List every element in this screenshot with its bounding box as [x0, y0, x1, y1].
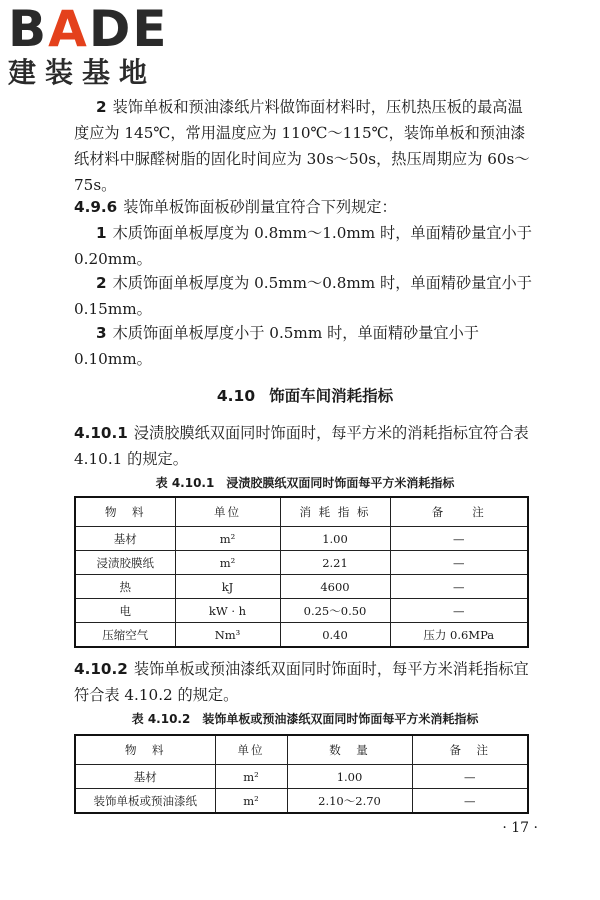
clause-4-10-1: [74, 420, 536, 472]
table-row: [75, 527, 528, 551]
table-row: [75, 765, 528, 789]
table-caption: 表 4.10.2 装饰单板或预油漆纸双面同时饰面每平方米消耗指标: [131, 712, 479, 726]
table-cell: 装饰单板或预油漆纸: [75, 789, 215, 814]
table-cell: Nm³: [175, 623, 280, 648]
table-row: [75, 623, 528, 648]
item-text: 木质饰面单板厚度为 0.8mm～1.0mm 时，单面精砂量宜小于 0.20mm。: [74, 224, 532, 268]
table-cell: 1.00: [280, 527, 390, 551]
item-text: 木质饰面单板厚度小于 0.5mm 时，单面精砂量宜小于 0.10mm。: [74, 324, 479, 368]
table-cell: 1.00: [287, 765, 412, 789]
table-row: [75, 789, 528, 814]
table-cell: 0.40: [280, 623, 390, 648]
column-header: 备 注: [412, 735, 528, 765]
table-cell: kW · h: [175, 599, 280, 623]
page-number: · 17 ·: [502, 820, 538, 836]
table-cell: m²: [175, 551, 280, 575]
table-cell: 浸渍胶膜纸: [75, 551, 175, 575]
table-cell: —: [412, 765, 528, 789]
clause-number: 4.9.6: [74, 198, 118, 216]
column-header: 单位: [175, 497, 280, 527]
table-cell: 2.10～2.70: [287, 789, 412, 814]
table-row: [75, 575, 528, 599]
clause-4-10-2: [74, 656, 536, 708]
clause-text: 装饰单板饰面板砂削量宜符合下列规定：: [123, 198, 397, 216]
item-number: 2: [96, 98, 107, 116]
table-cell: 压力 0.6MPa: [390, 623, 528, 648]
table-cell: —: [390, 599, 528, 623]
table-header-row: [75, 497, 528, 527]
item-number: 2: [96, 274, 107, 292]
list-item: [74, 220, 536, 272]
list-item: [74, 270, 536, 322]
table-caption: 表 4.10.1 浸渍胶膜纸双面同时饰面每平方米消耗指标: [155, 476, 455, 490]
item-text: 木质饰面单板厚度为 0.5mm～0.8mm 时，单面精砂量宜小于 0.15mm。: [74, 274, 532, 318]
clause-4-9-6: [74, 194, 536, 220]
table-cell: —: [390, 551, 528, 575]
table-cell: 热: [75, 575, 175, 599]
table-row: [75, 551, 528, 575]
table-cell: 压缩空气: [75, 623, 175, 648]
table-header-row: [75, 735, 528, 765]
table-cell: 基材: [75, 765, 215, 789]
item-text: 装饰单板和预油漆纸片料做饰面材料时，压机热压板的最高温度应为 145℃，常用温度应为 110℃～115℃，装饰单板和预油漆纸材料中脲醛树脂的固化时间应为 30s～50s，热压周期应为 60s～75s。: [74, 98, 530, 194]
table-cell: m²: [175, 527, 280, 551]
table-cell: —: [412, 789, 528, 814]
table-cell: 电: [75, 599, 175, 623]
column-header: 单位: [215, 735, 287, 765]
logo-wordmark: [8, 0, 178, 58]
table-cell: m²: [215, 765, 287, 789]
clause-text: 浸渍胶膜纸双面同时饰面时，每平方米的消耗指标宜符合表 4.10.1 的规定。: [74, 424, 529, 468]
clause-text: 装饰单板或预油漆纸双面同时饰面时，每平方米消耗指标宜符合表 4.10.2 的规定。: [74, 660, 529, 704]
item-number: 3: [96, 324, 107, 342]
column-header: 数 量: [287, 735, 412, 765]
logo-letter-a: A: [48, 0, 89, 58]
table-cell: 2.21: [280, 551, 390, 575]
column-header: 消 耗 指 标: [280, 497, 390, 527]
table-cell: m²: [215, 789, 287, 814]
brand-logo: [8, 0, 178, 89]
table-cell: 基材: [75, 527, 175, 551]
column-header: 物 料: [75, 735, 215, 765]
table-4-10-2: [74, 734, 529, 814]
table-cell: —: [390, 527, 528, 551]
item-number: 1: [96, 224, 107, 242]
table-row: [75, 599, 528, 623]
section-title-text: 饰面车间消耗指标: [269, 387, 394, 405]
column-header: 物 料: [75, 497, 175, 527]
logo-subtitle: 建装基地: [8, 56, 157, 89]
logo-letters-de: DE: [88, 0, 169, 58]
clause-number: 4.10.2: [74, 660, 128, 678]
table-cell: —: [390, 575, 528, 599]
clause-number: 4.10.1: [74, 424, 128, 442]
logo-letter-b: B: [8, 0, 49, 58]
table-cell: kJ: [175, 575, 280, 599]
table-4-10-1: [74, 496, 529, 648]
section-number: 4.10: [216, 387, 256, 405]
table-cell: 4600: [280, 575, 390, 599]
section-heading: [74, 384, 536, 406]
paragraph-item-2: [74, 94, 536, 198]
table-cell: 0.25～0.50: [280, 599, 390, 623]
list-item: [74, 320, 536, 372]
column-header: 备 注: [390, 497, 528, 527]
